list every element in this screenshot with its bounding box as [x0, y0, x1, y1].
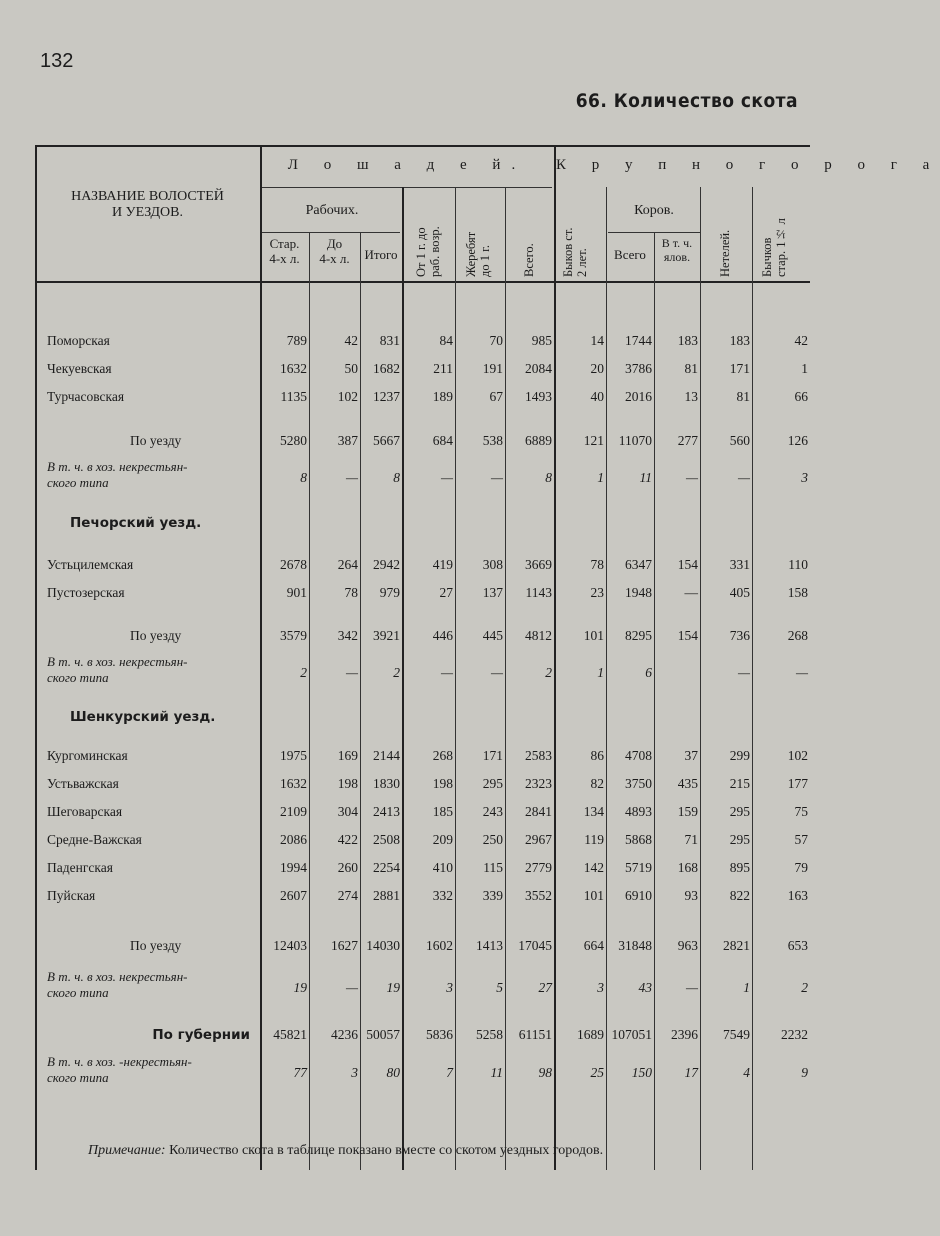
older4-header: Стар. 4-х л.	[269, 236, 300, 266]
table-cell: 45821	[273, 1027, 307, 1042]
table-cell: 8295	[625, 628, 652, 643]
row-label: Паденгская	[47, 860, 113, 875]
table-cell: 7549	[723, 1027, 750, 1042]
total-header: Всего.	[522, 243, 536, 277]
col-rule	[35, 145, 37, 1170]
page-title: 66. Количество скота	[575, 90, 798, 112]
table-cell: 308	[482, 557, 503, 572]
table-cell: 93	[684, 888, 698, 903]
table-cell: 268	[787, 628, 808, 643]
table-cell: 5667	[373, 433, 400, 448]
table-cell: 84	[439, 333, 453, 348]
itogo-header: Итого	[364, 247, 398, 262]
table-cell: 1975	[280, 748, 307, 763]
table-cell: —	[490, 665, 503, 680]
table-cell: 3579	[280, 628, 307, 643]
row-label: Шеговарская	[47, 804, 123, 819]
table-cell: 3	[351, 1065, 358, 1080]
table-cell: 19	[386, 980, 400, 995]
table-cell: 2323	[525, 776, 552, 791]
table-cell: 71	[684, 832, 698, 847]
name-column-header: НАЗВАНИЕ ВОЛОСТЕЙ И УЕЗДОВ.	[71, 189, 224, 221]
bulls-header: Быков ст. 2 лет.	[561, 227, 589, 277]
table-cell: 171	[482, 748, 503, 763]
table-cell: 3	[446, 980, 453, 995]
cows-barren-header: В т. ч. ялов.	[661, 236, 693, 264]
table-cell: 3	[801, 470, 808, 485]
bullocks-header: Бычков стар. 1½ л	[760, 218, 788, 277]
row-label: Устьцилемская	[47, 557, 134, 572]
table-cell: 2396	[671, 1027, 698, 1042]
table-cell: 11070	[618, 433, 652, 448]
table-cell: 19	[293, 980, 307, 995]
table-cell: —	[685, 470, 698, 485]
working-header: Рабочих.	[305, 203, 359, 218]
table-row	[35, 386, 810, 408]
table-cell: 134	[583, 804, 604, 819]
livestock-table	[35, 145, 940, 1170]
working-subrule	[260, 232, 400, 233]
table-cell: 67	[489, 389, 503, 404]
table-row	[35, 654, 810, 685]
table-row	[35, 1024, 810, 1046]
row-label: По уезду	[130, 628, 182, 643]
table-cell: 2779	[525, 860, 552, 875]
table-cell: 191	[482, 361, 503, 376]
horses-subrule	[260, 187, 552, 188]
table-cell: 963	[677, 938, 698, 953]
table-cell: 168	[677, 860, 698, 875]
table-cell: 8	[300, 470, 307, 485]
table-cell: 274	[337, 888, 358, 903]
table-cell: 339	[482, 888, 503, 903]
footnote	[88, 1143, 603, 1159]
table-cell: 299	[729, 748, 750, 763]
row-label: В т. ч. в хоз. некрестьян-	[47, 459, 188, 474]
row-label: ского типа	[47, 670, 109, 685]
table-cell: —	[490, 470, 503, 485]
table-cell: 183	[729, 333, 750, 348]
row-label: В т. ч. в хоз. некрестьян-	[47, 969, 188, 984]
table-cell: 789	[286, 333, 307, 348]
table-cell: 23	[590, 585, 604, 600]
table-cell: —	[737, 665, 750, 680]
table-cell: 142	[583, 860, 604, 875]
table-cell: 27	[439, 585, 453, 600]
table-cell: 198	[432, 776, 453, 791]
table-cell: 211	[433, 361, 453, 376]
table-cell: 2086	[280, 832, 307, 847]
table-cell: 25	[590, 1065, 604, 1080]
row-label: Пуйская	[47, 888, 96, 903]
table-cell: 1948	[625, 585, 652, 600]
table-cell: 560	[729, 433, 750, 448]
table-row	[35, 935, 810, 957]
table-cell: 27	[538, 980, 552, 995]
header-bottom-rule	[35, 281, 810, 283]
table-cell: 57	[794, 832, 808, 847]
table-cell: 6347	[625, 557, 652, 572]
table-cell: 13	[684, 389, 698, 404]
table-cell: 78	[344, 585, 358, 600]
table-cell: 1413	[476, 938, 503, 953]
table-cell: 6889	[525, 433, 552, 448]
table-cell: 61151	[518, 1027, 552, 1042]
table-top-rule	[35, 145, 810, 147]
table-row	[35, 330, 810, 352]
table-cell: 2232	[781, 1027, 808, 1042]
table-row	[35, 829, 810, 851]
table-cell: 295	[729, 832, 750, 847]
table-cell: 115	[483, 860, 503, 875]
table-cell: 209	[432, 832, 453, 847]
row-label: Поморская	[47, 333, 110, 348]
section-heading: Шенкурский уезд.	[70, 709, 216, 725]
table-cell: 295	[482, 776, 503, 791]
table-cell: —	[440, 665, 453, 680]
table-cell: 66	[794, 389, 808, 404]
table-cell: 1682	[373, 361, 400, 376]
table-cell: 1744	[625, 333, 652, 348]
table-cell: 163	[787, 888, 808, 903]
table-cell: 2967	[525, 832, 552, 847]
table-cell: 4812	[525, 628, 552, 643]
table-cell: 5	[496, 980, 503, 995]
table-cell: 12403	[273, 938, 307, 953]
table-cell: 2	[300, 665, 307, 680]
table-cell: 419	[432, 557, 453, 572]
table-cell: —	[345, 665, 358, 680]
table-cell: 3	[597, 980, 604, 995]
table-cell: —	[345, 470, 358, 485]
table-cell: 250	[482, 832, 503, 847]
row-label: Кургоминская	[47, 748, 128, 763]
table-cell: 102	[337, 389, 358, 404]
table-cell: 1	[801, 361, 808, 376]
table-cell: 42	[344, 333, 358, 348]
table-cell: 2583	[525, 748, 552, 763]
horses-header: Л о ш а д е й.	[287, 157, 527, 173]
table-cell: 2678	[280, 557, 307, 572]
table-cell: 445	[482, 628, 503, 643]
table-cell: 2881	[373, 888, 400, 903]
table-cell: 5719	[625, 860, 652, 875]
table-cell: 243	[482, 804, 503, 819]
row-label: ского типа	[47, 475, 109, 490]
row-label: ского типа	[47, 985, 109, 1000]
table-cell: 78	[590, 557, 604, 572]
table-cell: 895	[729, 860, 750, 875]
table-cell: 14	[590, 333, 604, 348]
table-cell: 8	[393, 470, 400, 485]
table-cell: 169	[337, 748, 358, 763]
table-cell: 101	[583, 628, 604, 643]
table-cell: 664	[583, 938, 604, 953]
row-label: Чекуевская	[47, 361, 112, 376]
table-cell: 189	[432, 389, 453, 404]
table-cell: 2	[393, 665, 400, 680]
table-cell: 86	[590, 748, 604, 763]
cattle-header: К р у п н о г о р о г а	[556, 157, 940, 173]
table-cell: 2109	[280, 804, 307, 819]
foals-header: Жеребят до 1 г.	[464, 231, 492, 277]
table-row	[35, 554, 810, 576]
table-cell: 2607	[280, 888, 307, 903]
table-cell: 2841	[525, 804, 552, 819]
col-rule	[554, 145, 556, 1170]
table-cell: 538	[482, 433, 503, 448]
table-cell: 1689	[577, 1027, 604, 1042]
table-cell: 4236	[331, 1027, 358, 1042]
table-cell: 3921	[373, 628, 400, 643]
table-row	[35, 459, 810, 490]
table-cell: 2144	[373, 748, 400, 763]
table-row	[35, 1054, 810, 1085]
table-cell: —	[684, 585, 698, 600]
footnote-label: Примечание:	[88, 1143, 166, 1158]
table-cell: 42	[794, 333, 808, 348]
table-cell: 1830	[373, 776, 400, 791]
cows-total-header: Всего	[614, 247, 646, 262]
table-cell: —	[737, 470, 750, 485]
table-cell: 2254	[373, 860, 400, 875]
row-label: Устьважская	[47, 776, 119, 791]
table-cell: 126	[787, 433, 808, 448]
table-cell: 422	[337, 832, 358, 847]
footnote-text: Количество скота в таблице показано вместе со скотом уездных городов.	[165, 1143, 604, 1158]
table-cell: 1237	[373, 389, 400, 404]
table-cell: 2508	[373, 832, 400, 847]
table-cell: 446	[432, 628, 453, 643]
table-cell: 342	[337, 628, 358, 643]
table-row	[35, 430, 810, 452]
heifers-header: Нетелей.	[718, 229, 732, 277]
table-cell: 1627	[331, 938, 358, 953]
table-cell: 82	[590, 776, 604, 791]
table-row	[35, 582, 810, 604]
table-cell: 43	[638, 980, 652, 995]
table-cell: 37	[684, 748, 698, 763]
table-cell: 158	[787, 585, 808, 600]
table-cell: 7	[446, 1065, 453, 1080]
table-cell: 185	[432, 804, 453, 819]
table-cell: 150	[631, 1065, 652, 1080]
table-cell: 332	[432, 888, 453, 903]
table-cell: 110	[788, 557, 808, 572]
table-cell: 1493	[525, 389, 552, 404]
table-cell: —	[345, 980, 358, 995]
table-cell: 653	[787, 938, 808, 953]
table-cell: 4	[743, 1065, 750, 1080]
row-label: ского типа	[47, 1070, 109, 1085]
table-cell: 5836	[426, 1027, 453, 1042]
row-label: По губернии	[152, 1027, 250, 1043]
table-cell: 5868	[625, 832, 652, 847]
table-cell: 171	[729, 361, 750, 376]
table-cell: 295	[729, 804, 750, 819]
row-label: Турчасовская	[47, 389, 125, 404]
table-row	[35, 358, 810, 380]
table-cell: 1	[597, 470, 604, 485]
table-cell: 11	[639, 470, 652, 485]
under4-header: До 4-х л.	[319, 236, 350, 266]
table-cell: 101	[583, 888, 604, 903]
table-cell: 119	[584, 832, 604, 847]
table-cell: 6	[645, 665, 652, 680]
table-cell: 985	[531, 333, 552, 348]
col-rule	[260, 145, 262, 1170]
table-row	[35, 745, 810, 767]
table-cell: 80	[386, 1065, 400, 1080]
table-cell: 1602	[426, 938, 453, 953]
table-cell: 979	[379, 585, 400, 600]
table-cell: —	[440, 470, 453, 485]
row-label: По уезду	[130, 433, 182, 448]
table-cell: 1	[597, 665, 604, 680]
table-cell: 31848	[618, 938, 652, 953]
table-cell: 14030	[366, 938, 400, 953]
table-cell: 137	[482, 585, 503, 600]
table-cell: 2821	[723, 938, 750, 953]
table-cell: 107051	[611, 1027, 652, 1042]
table-cell: 154	[677, 628, 698, 643]
table-cell: 81	[684, 361, 698, 376]
table-cell: 17045	[518, 938, 552, 953]
table-row	[35, 625, 810, 647]
table-cell: 9	[801, 1065, 808, 1080]
table-cell: 2084	[525, 361, 552, 376]
table-cell: 198	[337, 776, 358, 791]
table-cell: 684	[432, 433, 453, 448]
table-cell: 3750	[625, 776, 652, 791]
table-cell: 79	[794, 860, 808, 875]
table-cell: 901	[286, 585, 307, 600]
table-row	[35, 857, 810, 879]
table-cell: 435	[677, 776, 698, 791]
table-cell: 2942	[373, 557, 400, 572]
table-cell: 11	[490, 1065, 503, 1080]
table-cell: 277	[677, 433, 698, 448]
table-cell: 154	[677, 557, 698, 572]
table-cell: 183	[677, 333, 698, 348]
table-cell: 2	[545, 665, 552, 680]
table-cell: 8	[545, 470, 552, 485]
table-cell: 410	[432, 860, 453, 875]
table-cell: 3669	[525, 557, 552, 572]
row-label: Средне-Важская	[47, 832, 142, 847]
table-cell: 5258	[476, 1027, 503, 1042]
row-label: По уезду	[130, 938, 182, 953]
table-cell: 20	[590, 361, 604, 376]
table-cell: 50	[344, 361, 358, 376]
row-label: В т. ч. в хоз. -некрестьян-	[47, 1054, 192, 1069]
row-label: Пустозерская	[47, 585, 125, 600]
from1-header: От 1 г. до раб. возр.	[414, 226, 442, 277]
table-cell: 102	[787, 748, 808, 763]
section-heading: Печорский уезд.	[70, 515, 202, 531]
table-row	[35, 801, 810, 823]
table-cell: 98	[538, 1065, 552, 1080]
table-row	[35, 885, 810, 907]
table-cell: —	[795, 665, 808, 680]
table-cell: 77	[293, 1065, 307, 1080]
table-cell: 70	[489, 333, 503, 348]
table-cell: 215	[729, 776, 750, 791]
table-row	[35, 969, 810, 1000]
table-cell: 822	[729, 888, 750, 903]
table-cell: 3786	[625, 361, 652, 376]
table-cell: 831	[379, 333, 400, 348]
table-cell: 2	[801, 980, 808, 995]
table-cell: 81	[736, 389, 750, 404]
table-cell: 264	[337, 557, 358, 572]
table-cell: 4708	[625, 748, 652, 763]
table-cell: —	[685, 980, 698, 995]
table-cell: 177	[787, 776, 808, 791]
table-cell: 2016	[625, 389, 652, 404]
cows-header: Коров.	[634, 203, 674, 218]
table-cell: 4893	[625, 804, 652, 819]
page-number: 132	[40, 50, 74, 72]
table-cell: 1135	[280, 389, 307, 404]
table-cell: 40	[590, 389, 604, 404]
table-cell: 405	[729, 585, 750, 600]
table-cell: 1	[743, 980, 750, 995]
row-label: В т. ч. в хоз. некрестьян-	[47, 654, 188, 669]
table-cell: 159	[677, 804, 698, 819]
table-cell: 387	[337, 433, 358, 448]
table-cell: 2413	[373, 804, 400, 819]
table-cell: 736	[729, 628, 750, 643]
table-cell: 304	[337, 804, 358, 819]
table-row	[35, 773, 810, 795]
table-cell: 6910	[625, 888, 652, 903]
table-cell: 1632	[280, 361, 307, 376]
table-cell: 75	[794, 804, 808, 819]
table-cell: 331	[729, 557, 750, 572]
table-cell: 268	[432, 748, 453, 763]
table-cell: 3552	[525, 888, 552, 903]
table-cell: 50057	[366, 1027, 400, 1042]
table-cell: 5280	[280, 433, 307, 448]
table-cell: 121	[583, 433, 604, 448]
table-cell: 1994	[280, 860, 307, 875]
table-cell: 1632	[280, 776, 307, 791]
table-cell: 17	[684, 1065, 698, 1080]
table-cell: 1143	[525, 585, 552, 600]
table-cell: 260	[337, 860, 358, 875]
